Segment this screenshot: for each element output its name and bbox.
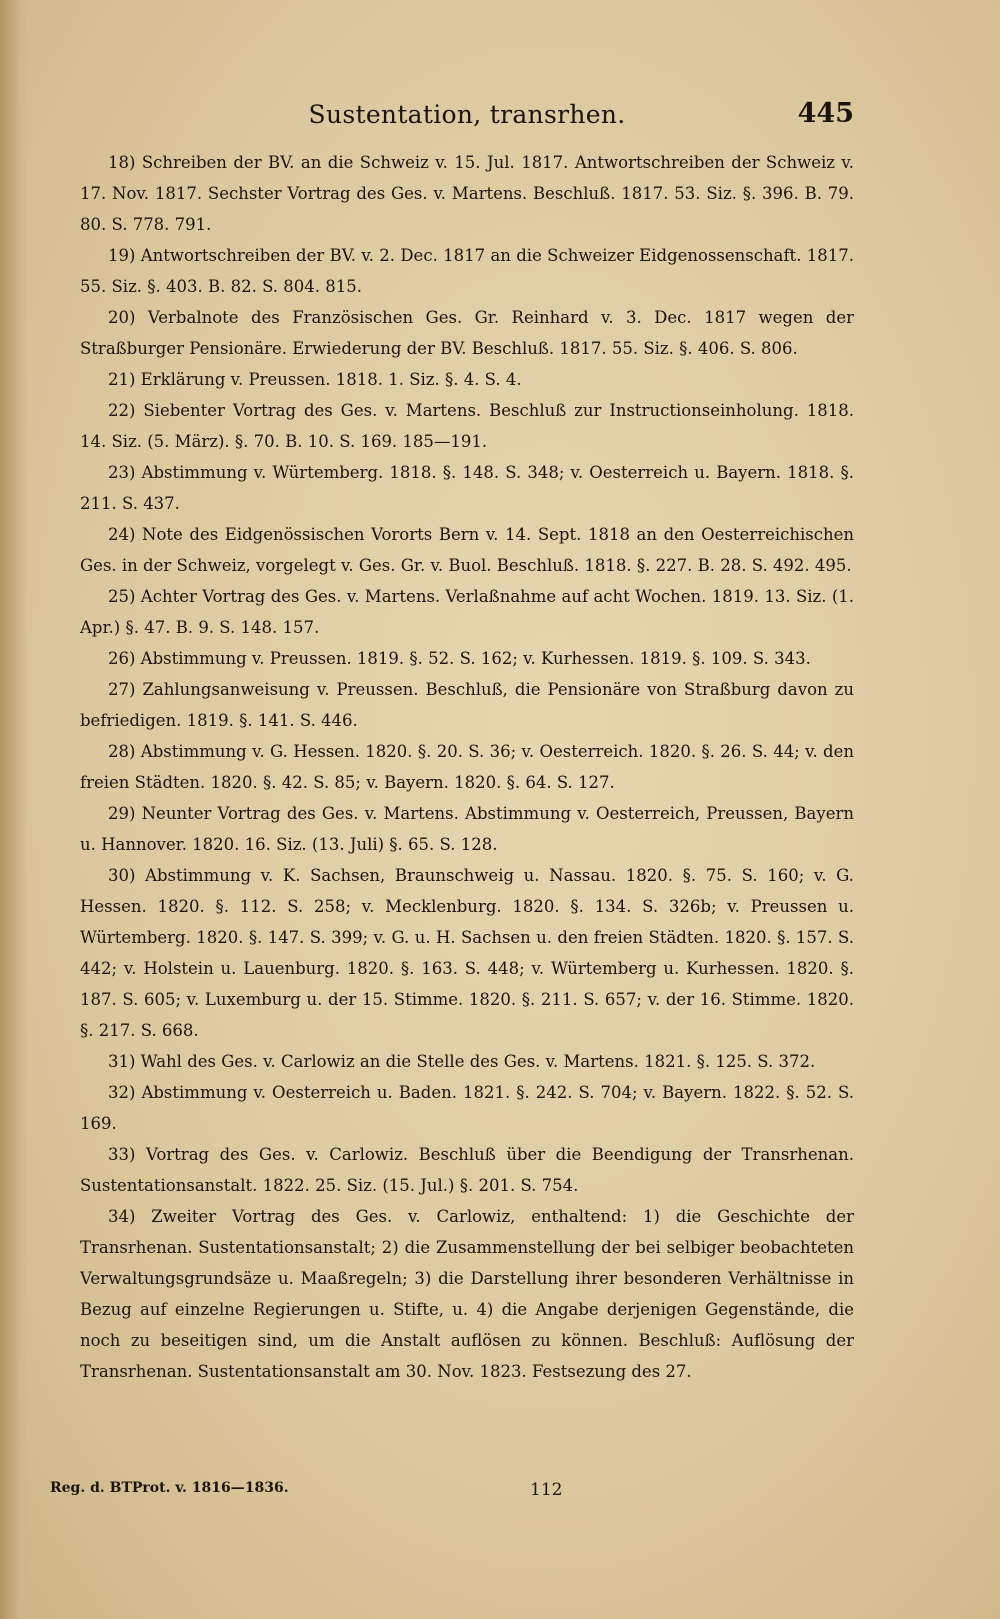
footer-signature: Reg. d. BTProt. v. 1816—1836. bbox=[50, 1480, 289, 1496]
page-footer bbox=[50, 1480, 854, 1504]
entry: 33) Vortrag des Ges. v. Carlowiz. Beschluß über die Beendigung der Transrhenan. Sustentationsanstalt. 1822. 25. Siz. (15. Jul.) §. 201. S. 754. bbox=[80, 1145, 854, 1195]
page-gutter-shadow bbox=[0, 0, 28, 1619]
entry-list bbox=[80, 147, 854, 1387]
entry: 31) Wahl des Ges. v. Carlowiz an die Stelle des Ges. v. Martens. 1821. §. 125. S. 372. bbox=[108, 1052, 816, 1071]
entry: 26) Abstimmung v. Preussen. 1819. §. 52. S. 162; v. Kurhessen. 1819. §. 109. S. 343. bbox=[108, 649, 811, 668]
entry: 20) Verbalnote des Französischen Ges. Gr. Reinhard v. 3. Dec. 1817 wegen der Straßburger Pensionäre. Erwiederung der BV. Beschluß. 1817. 55. Siz. §. 406. S. 806. bbox=[80, 308, 854, 358]
page-number: 445 bbox=[797, 98, 854, 129]
entry: 22) Siebenter Vortrag des Ges. v. Martens. Beschluß zur Instructionseinholung. 1818. 14. Siz. (5. März). §. 70. B. 10. S. 169. 185—191. bbox=[80, 401, 854, 451]
entry: 28) Abstimmung v. G. Hessen. 1820. §. 20. S. 36; v. Oesterreich. 1820. §. 26. S. 44; v. den freien Städten. 1820. §. 42. S. 85; v. Bayern. 1820. §. 64. S. 127. bbox=[80, 742, 854, 792]
entry: 30) Abstimmung v. K. Sachsen, Braunschweig u. Nassau. 1820. §. 75. S. 160; v. G. Hessen. 1820. §. 112. S. 258; v. Mecklenburg. 1820. §. 134. S. 326b; v. Preussen u. Würtemberg. 1820. §. 147. S. 399; v. G. u. H. Sachsen u. den freien Städten. 1820. §. 157. S. 442; v. Holstein u. Lauenburg. 1820. §. 163. S. 448; v. Würtemberg u. Kurhessen. 1820. §. 187. S. 605; v. Luxemburg u. der 15. Stimme. 1820. §. 211. S. 657; v. der 16. Stimme. 1820. §. 217. S. 668. bbox=[80, 866, 854, 1040]
entry: 27) Zahlungsanweisung v. Preussen. Beschluß, die Pensionäre von Straßburg davon zu befriedigen. 1819. §. 141. S. 446. bbox=[80, 680, 854, 730]
entry: 24) Note des Eidgenössischen Vororts Bern v. 14. Sept. 1818 an den Oesterreichischen Ges. in der Schweiz, vorgelegt v. Ges. Gr. v. Buol. Beschluß. 1818. §. 227. B. 28. S. 492. 495. bbox=[80, 525, 854, 575]
entry: 23) Abstimmung v. Würtemberg. 1818. §. 148. S. 348; v. Oesterreich u. Bayern. 1818. §. 211. S. 437. bbox=[80, 463, 854, 513]
header-title: Sustentation, transrhen. bbox=[308, 100, 626, 129]
entry: 21) Erklärung v. Preussen. 1818. 1. Siz. §. 4. S. 4. bbox=[108, 370, 522, 389]
running-header bbox=[80, 98, 854, 138]
footer-sheet-number: 112 bbox=[530, 1480, 563, 1500]
entry: 32) Abstimmung v. Oesterreich u. Baden. 1821. §. 242. S. 704; v. Bayern. 1822. §. 52. S. 169. bbox=[80, 1083, 854, 1133]
entry: 19) Antwortschreiben der BV. v. 2. Dec. 1817 an die Schweizer Eidgenossenschaft. 1817. 55. Siz. §. 403. B. 82. S. 804. 815. bbox=[80, 246, 854, 296]
entry: 29) Neunter Vortrag des Ges. v. Martens. Abstimmung v. Oesterreich, Preussen, Bayern u. Hannover. 1820. 16. Siz. (13. Juli) §. 65. S. 128. bbox=[80, 804, 854, 854]
entry: 25) Achter Vortrag des Ges. v. Martens. Verlaßnahme auf acht Wochen. 1819. 13. Siz. (1. Apr.) §. 47. B. 9. S. 148. 157. bbox=[80, 587, 854, 637]
entry: 18) Schreiben der BV. an die Schweiz v. 15. Jul. 1817. Antwortschreiben der Schweiz v. 17. Nov. 1817. Sechster Vortrag des Ges. v. Martens. Beschluß. 1817. 53. Siz. §. 396. B. 79. 80. S. 778. 791. bbox=[80, 153, 854, 234]
entry: 34) Zweiter Vortrag des Ges. v. Carlowiz, enthaltend: 1) die Geschichte der Transrhenan. Sustentationsanstalt; 2) die Zusammenstellung der bei selbiger beobachteten Verwaltungsgrundsäze u. Maaßregeln; 3) die Darstellung ihrer besonderen Verhältnisse in Bezug auf einzelne Regierungen u. Stifte, u. 4) die Angabe derjenigen Gegenstände, die noch zu beseitigen sind, um die Anstalt auflösen zu können. Beschluß: Auflösung der Transrhenan. Sustentationsanstalt am 30. Nov. 1823. Festsezung des 27. bbox=[80, 1207, 854, 1381]
